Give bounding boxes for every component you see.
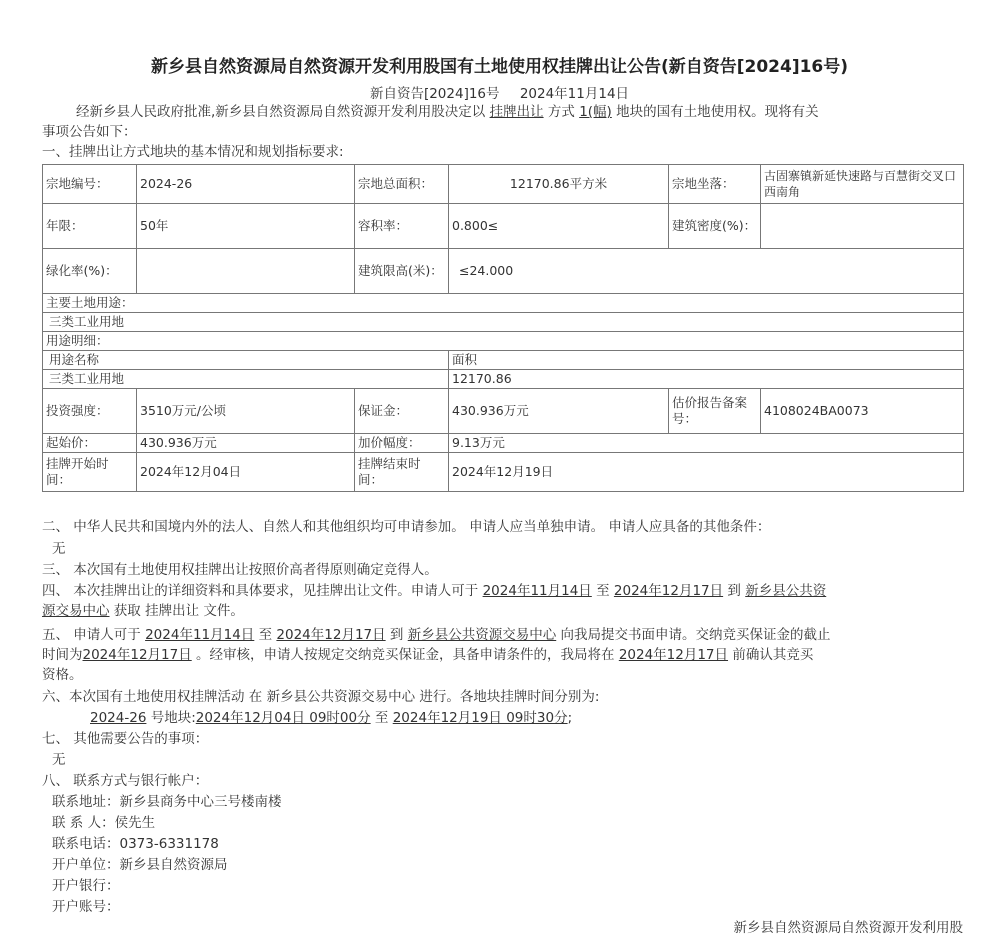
table-row: 挂牌开始时间： 2024年12月04日 挂牌结束时间： 2024年12月19日 — [43, 453, 964, 492]
building-density — [761, 204, 964, 249]
height-limit: ≤24.000 — [449, 249, 964, 294]
section-4-cont: 源交易中心 获取 挂牌出让 文件。 — [42, 603, 244, 619]
contact-address: 联系地址：新乡县商务中心三号楼南楼 — [52, 794, 282, 810]
contact-phone: 联系电话：0373-6331178 — [52, 836, 219, 852]
section-5-cont: 时间为2024年12月17日 。经审核，申请人按规定交纳竞买保证金，具备申请条件的，我局将在 2024年12月17日 前确认其竞买 — [42, 647, 814, 663]
use-name: 三类工业用地 — [43, 370, 449, 389]
section-2-value: 无 — [52, 541, 66, 557]
table-row: 起始价： 430.936万元 加价幅度： 9.13万元 — [43, 434, 964, 453]
section-6-schedule: 2024-26 号地块:2024年12月04日 09时00分 至 2024年12月19日 09时30分; — [90, 710, 573, 726]
table-row: 用途名称 面积 — [43, 351, 964, 370]
use-area: 12170.86 — [449, 370, 964, 389]
price-increment: 9.13万元 — [449, 434, 964, 453]
parcel-info-table — [42, 164, 964, 492]
start-price: 430.936万元 — [137, 434, 355, 453]
intro-paragraph: 经新乡县人民政府批准,新乡县自然资源局自然资源开发利用股决定以 挂牌出让 方式 1(幅) 地块的国有土地使用权。现将有关 — [76, 104, 819, 120]
bank-name: 开户银行： — [52, 878, 120, 894]
doc-meta — [0, 82, 999, 102]
table-row: 绿化率(%)： 建筑限高(米)： ≤24.000 — [43, 249, 964, 294]
location: 古固寨镇新延快速路与百慧街交叉口西南角 — [761, 165, 964, 204]
intro-paragraph-cont: 事项公告如下： — [42, 124, 137, 140]
table-row: 投资强度： 3510万元/公顷 保证金： 430.936万元 估价报告备案号： 4108024BA0073 — [43, 389, 964, 434]
bank-account: 开户账号： — [52, 899, 120, 915]
section-1-heading: 一、挂牌出让方式地块的基本情况和规划指标要求: — [42, 144, 344, 160]
floor-area-ratio: 0.800≤ — [449, 204, 669, 249]
section-5: 五、 申请人可于 2024年11月14日 至 2024年12月17日 到 新乡县公共资源交易中心 向我局提交书面申请。交纳竞买保证金的截止 — [42, 627, 831, 643]
parcel-no: 2024-26 — [137, 165, 355, 204]
doc-date: 2024年11月14日 — [519, 86, 630, 102]
section-6: 六、本次国有土地使用权挂牌活动 在 新乡县公共资源交易中心 进行。各地块挂牌时间分别为: — [42, 689, 600, 705]
section-2: 二、 中华人民共和国境内外的法人、自然人和其他组织均可申请参加。 申请人应当单独申请。 申请人应具备的其他条件： — [42, 519, 771, 535]
method-link: 挂牌出让 — [489, 104, 544, 120]
listing-start: 2024年12月04日 — [137, 453, 355, 492]
table-row — [43, 370, 964, 389]
section-5-end: 资格。 — [42, 667, 83, 683]
green-rate — [137, 249, 355, 294]
section-7: 七、 其他需要公告的事项： — [42, 731, 209, 747]
table-row: 年限： 50年 容积率： 0.800≤ 建筑密度(%)： — [43, 204, 964, 249]
table-row: 宗地编号： 2024-26 宗地总面积： 12170.86平方米 宗地坐落： 古固寨镇新延快速路与百慧街交叉口西南角 — [43, 165, 964, 204]
investment-intensity: 3510万元/公顷 — [137, 389, 355, 434]
table-row: 主要土地用途： — [43, 294, 964, 313]
page-title: 新乡县自然资源局自然资源开发利用股国有土地使用权挂牌出让公告(新自资告[2024]16号) — [150, 57, 849, 77]
footer-org: 新乡县自然资源局自然资源开发利用股 — [733, 920, 963, 936]
listing-end: 2024年12月19日 — [449, 453, 964, 492]
table-row — [43, 313, 964, 332]
count-value: 1(幅) — [579, 104, 612, 120]
section-7-value: 无 — [52, 752, 66, 768]
section-4: 四、 本次挂牌出让的详细资料和具体要求，见挂牌出让文件。申请人可于 2024年11月14日 至 2024年12月17日 到 新乡县公共资 — [42, 583, 827, 599]
section-3: 三、 本次国有土地使用权挂牌出让按照价高者得原则确定竞得人。 — [42, 562, 438, 578]
contact-person: 联 系 人：侯先生 — [52, 815, 156, 831]
total-area: 12170.86平方米 — [449, 165, 669, 204]
section-8: 八、 联系方式与银行帐户： — [42, 773, 209, 789]
table-row: 用途明细： — [43, 332, 964, 351]
main-use: 三类工业用地 — [43, 313, 964, 332]
appraisal-no: 4108024BA0073 — [761, 389, 964, 434]
doc-number: 新自资告[2024]16号 — [369, 86, 500, 102]
deposit: 430.936万元 — [449, 389, 669, 434]
bank-unit: 开户单位：新乡县自然资源局 — [52, 857, 228, 873]
term: 50年 — [137, 204, 355, 249]
